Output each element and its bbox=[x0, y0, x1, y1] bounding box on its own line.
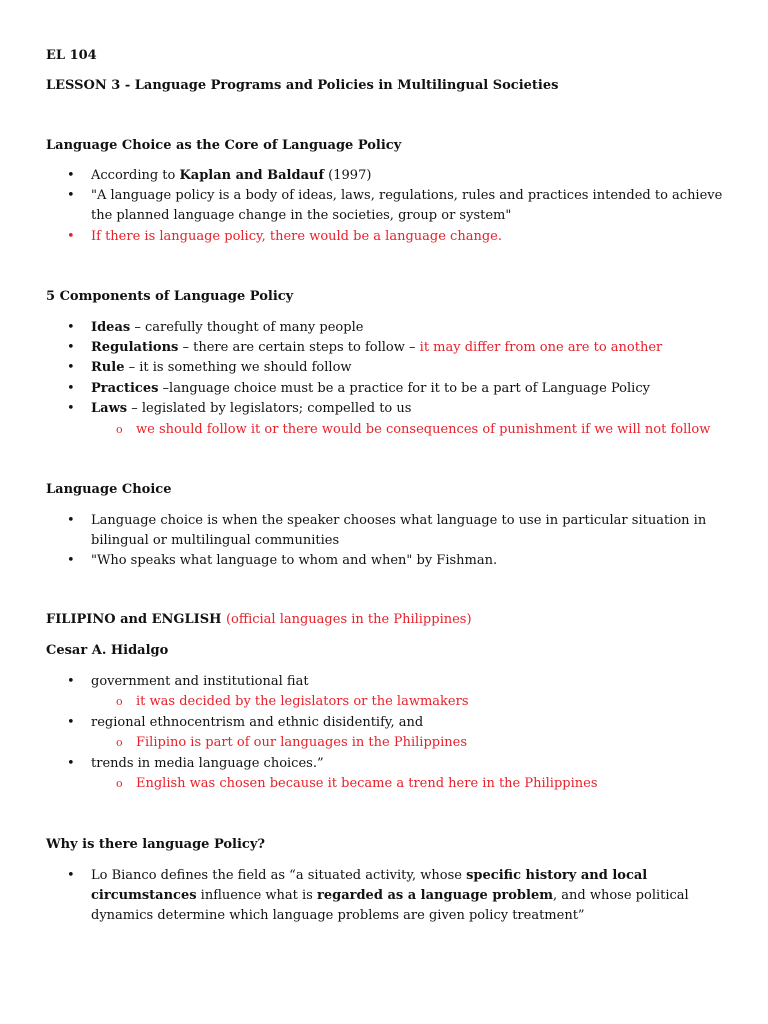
bullet-icon: • bbox=[67, 168, 75, 183]
bullet-icon: • bbox=[67, 756, 75, 771]
bullet-icon: • bbox=[67, 340, 75, 355]
section-title-language-choice-core: Language Choice as the Core of Language Policy bbox=[46, 138, 402, 153]
bullet-icon: • bbox=[67, 360, 75, 375]
list-item: • Practices –language choice must be a practice for it to be a part of Language Policy bbox=[91, 379, 731, 399]
list-item: • "Who speaks what language to whom and when" by Fishman. bbox=[91, 551, 731, 571]
author-name: Cesar A. Hidalgo bbox=[46, 643, 169, 658]
circle-bullet-icon: o bbox=[116, 695, 123, 708]
section-title-official-languages: FILIPINO and ENGLISH (official languages in the Philippines) bbox=[46, 612, 472, 627]
circle-bullet-icon: o bbox=[116, 423, 123, 436]
lesson-title: LESSON 3 - Language Programs and Policies in Multilingual Societies bbox=[46, 78, 559, 93]
sub-list-item: o we should follow it or there would be consequences of punishment if we will not follow bbox=[136, 420, 710, 440]
list-item: • Lo Bianco defines the field as “a situated activity, whose specific history and local circumstances influence what is regarded as a language problem, and whose political dynamics determine which language problems are given policy treatment” bbox=[67, 868, 689, 923]
course-code: EL 104 bbox=[46, 48, 97, 63]
list-item: • According to Kaplan and Baldauf (1997) bbox=[91, 166, 731, 186]
section-title-components: 5 Components of Language Policy bbox=[46, 289, 294, 304]
bullet-icon: • bbox=[67, 868, 75, 883]
list-item: • Language choice is when the speaker chooses what language to use in particular situation in bilingual or multilingual communities bbox=[67, 513, 707, 548]
bullet-icon: • bbox=[67, 320, 75, 335]
section-title-why-policy: Why is there language Policy? bbox=[46, 837, 266, 852]
list-item: • If there is language policy, there would be a language change. bbox=[91, 227, 731, 247]
bullet-icon: • bbox=[67, 381, 75, 396]
list-item: • trends in media language choices.” bbox=[91, 754, 731, 774]
circle-bullet-icon: o bbox=[116, 736, 123, 749]
sub-list-item: o Filipino is part of our languages in the Philippines bbox=[136, 733, 467, 753]
sub-list-item: o it was decided by the legislators or the lawmakers bbox=[136, 692, 468, 712]
list-item: • "A language policy is a body of ideas, laws, regulations, rules and practices intended to achieve the planned language change in the societies, group or system" bbox=[67, 188, 723, 223]
bullet-icon: • bbox=[67, 513, 75, 528]
circle-bullet-icon: o bbox=[116, 777, 123, 790]
bullet-icon: • bbox=[67, 401, 75, 416]
list-item: • regional ethnocentrism and ethnic disidentify, and bbox=[91, 713, 731, 733]
list-item: • government and institutional fiat bbox=[91, 672, 731, 692]
list-item: • Laws – legislated by legislators; compelled to us bbox=[91, 399, 731, 419]
bullet-icon: • bbox=[67, 715, 75, 730]
section-title-language-choice: Language Choice bbox=[46, 482, 172, 497]
list-item: • Ideas – carefully thought of many people bbox=[91, 318, 731, 338]
bullet-icon: • bbox=[67, 229, 75, 244]
bullet-icon: • bbox=[67, 553, 75, 568]
list-item: • Rule – it is something we should follow bbox=[91, 358, 731, 378]
list-item: • Regulations – there are certain steps to follow – it may differ from one are to another bbox=[91, 338, 731, 358]
bullet-icon: • bbox=[67, 188, 75, 203]
bullet-icon: • bbox=[67, 674, 75, 689]
sub-list-item: o English was chosen because it became a trend here in the Philippines bbox=[136, 774, 598, 794]
